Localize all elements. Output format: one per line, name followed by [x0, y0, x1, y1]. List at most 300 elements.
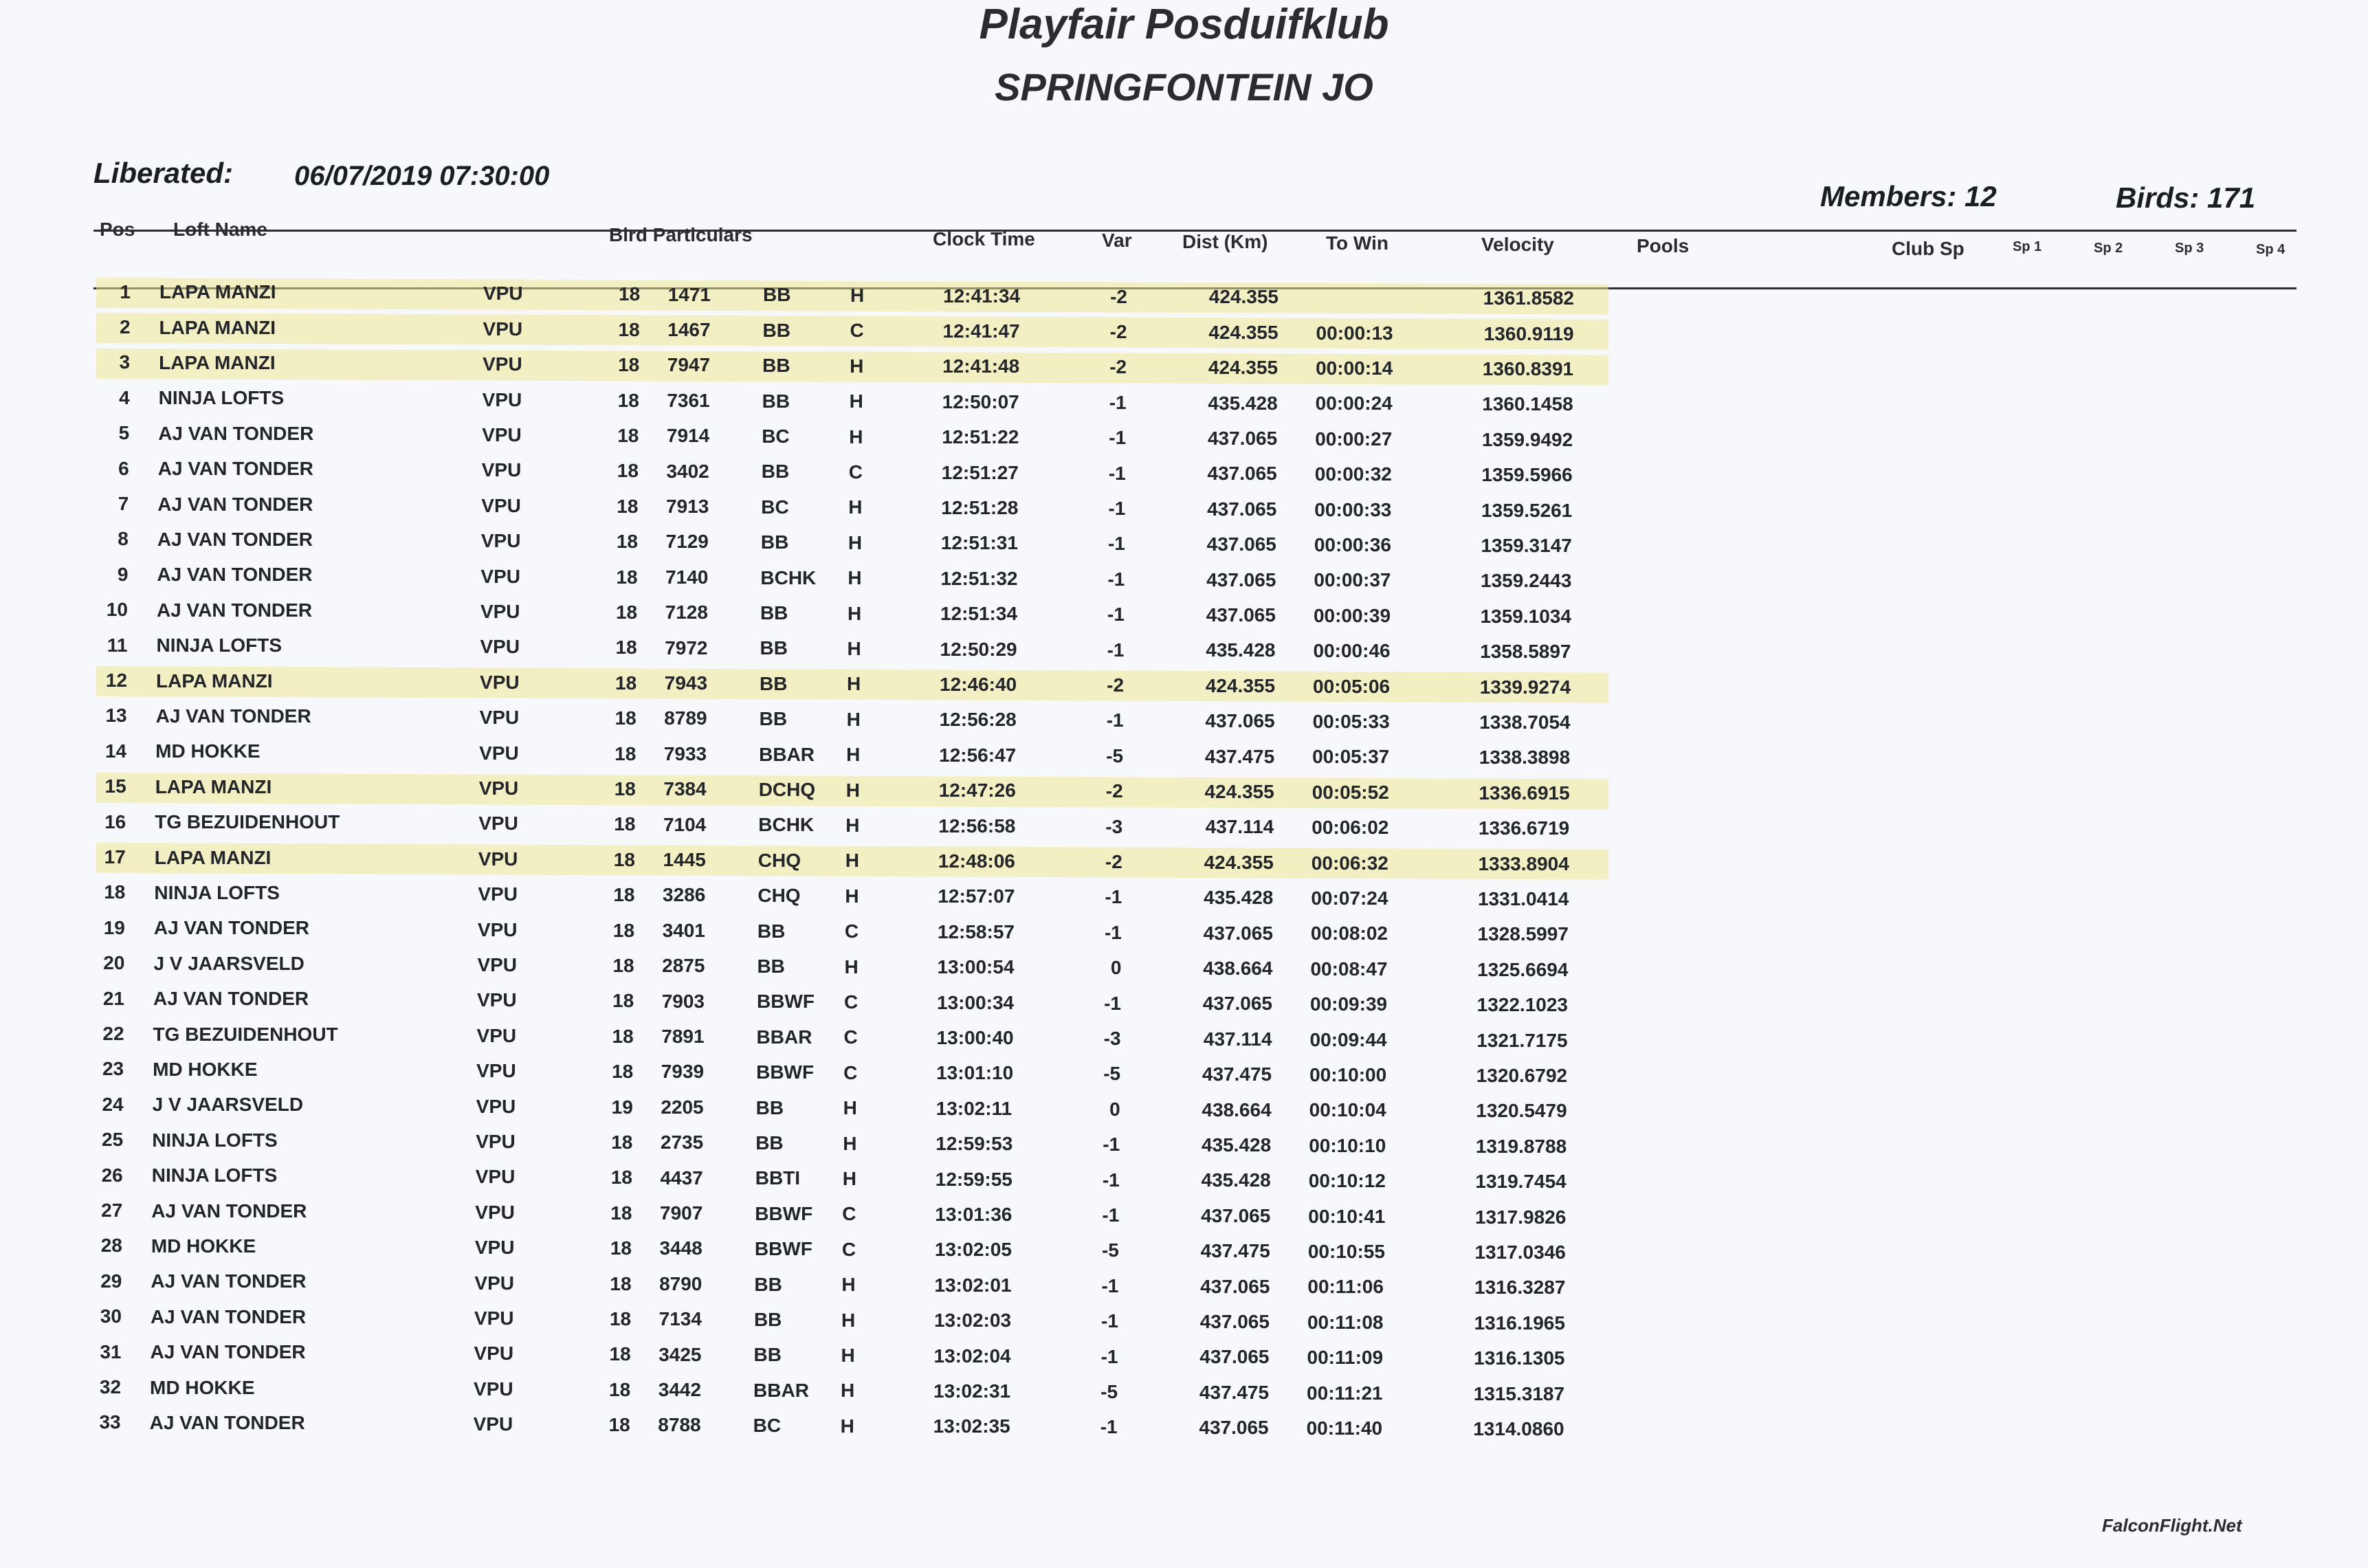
cell-pos: 11	[107, 634, 128, 656]
cell-var: -5	[1101, 1239, 1119, 1261]
cell-dist: 437.065	[1205, 710, 1275, 732]
cell-union: VPU	[480, 530, 521, 552]
cell-ring: 1445	[663, 849, 706, 871]
cell-var: -1	[1100, 1416, 1118, 1438]
liberated-label: Liberated:	[93, 157, 234, 189]
cell-year: 18	[619, 283, 641, 305]
cell-year: 18	[614, 813, 636, 835]
cell-clock: 12:41:48	[942, 355, 1020, 377]
cell-sex: C	[850, 320, 864, 342]
cell-velocity: 1359.5261	[1481, 499, 1573, 521]
table-row	[0, 700, 2368, 735]
cell-pos: 6	[118, 457, 129, 479]
cell-var: -3	[1103, 1028, 1121, 1050]
cell-pos: 9	[117, 563, 129, 585]
cell-towin: 00:05:06	[1313, 675, 1391, 697]
cell-loft: AJ VAN TONDER	[157, 458, 313, 480]
cell-ring: 8790	[659, 1272, 702, 1294]
cell-union: VPU	[478, 848, 518, 870]
cell-loft: LAPA MANZI	[156, 670, 273, 692]
col-header-sp3: Sp 3	[2175, 241, 2204, 256]
cell-dist: 437.065	[1203, 922, 1273, 944]
cell-ring: 7907	[660, 1202, 703, 1224]
cell-velocity: 1322.1023	[1476, 994, 1568, 1016]
cell-loft: NINJA LOFTS	[154, 881, 280, 903]
cell-towin: 00:08:02	[1310, 923, 1388, 945]
cell-sex: C	[842, 1203, 856, 1225]
cell-union: VPU	[480, 565, 520, 587]
cell-clock: 12:57:07	[938, 885, 1015, 907]
cell-dist: 437.065	[1201, 1204, 1271, 1226]
cell-pos: 16	[104, 810, 126, 832]
table-row	[0, 1018, 2368, 1052]
cell-ring: 7939	[661, 1061, 705, 1083]
cell-loft: LAPA MANZI	[159, 351, 276, 373]
cell-year: 18	[610, 1272, 632, 1294]
table-row	[0, 1336, 2368, 1371]
cell-loft: NINJA LOFTS	[158, 387, 285, 409]
cell-sex: H	[848, 496, 863, 518]
cell-towin: 00:00:37	[1314, 569, 1391, 591]
cell-dist: 437.065	[1199, 1346, 1270, 1368]
cell-clock: 12:50:29	[940, 638, 1017, 660]
cell-sex: H	[845, 779, 860, 801]
cell-year: 18	[612, 990, 634, 1012]
cell-dist: 437.475	[1199, 1381, 1270, 1403]
cell-loft: AJ VAN TONDER	[155, 705, 311, 727]
cell-var: -2	[1105, 780, 1123, 802]
cell-dist: 437.065	[1199, 1310, 1270, 1332]
cell-velocity: 1320.6792	[1476, 1065, 1568, 1087]
cell-towin: 00:10:04	[1309, 1099, 1386, 1121]
cell-var: 0	[1110, 957, 1122, 979]
col-header-velocity: Velocity	[1481, 234, 1554, 255]
cell-clock: 12:51:34	[940, 603, 1018, 625]
cell-loft: LAPA MANZI	[154, 846, 272, 868]
cell-pos: 14	[104, 740, 127, 762]
cell-color: BB	[757, 920, 786, 942]
cell-year: 18	[609, 1307, 632, 1329]
cell-towin: 00:06:02	[1312, 817, 1389, 839]
cell-dist: 437.475	[1202, 1063, 1272, 1085]
cell-var: -1	[1102, 1169, 1120, 1191]
cell-velocity: 1361.8582	[1483, 287, 1574, 309]
cell-loft: AJ VAN TONDER	[153, 988, 309, 1010]
cell-var: -1	[1108, 462, 1126, 484]
cell-towin: 00:05:33	[1312, 710, 1390, 732]
cell-towin: 00:09:39	[1310, 993, 1388, 1015]
cell-towin: 00:09:44	[1309, 1028, 1387, 1050]
cell-year: 18	[617, 424, 639, 446]
cell-union: VPU	[483, 353, 522, 375]
cell-year: 18	[615, 742, 637, 764]
cell-velocity: 1320.5479	[1476, 1100, 1567, 1122]
cell-sex: H	[845, 885, 859, 907]
cell-union: VPU	[474, 1237, 515, 1259]
cell-loft: TG BEZUIDENHOUT	[155, 811, 340, 833]
cell-sex: H	[841, 1309, 856, 1331]
cell-velocity: 1317.0346	[1474, 1241, 1566, 1263]
cell-pos: 5	[118, 422, 130, 444]
cell-loft: AJ VAN TONDER	[153, 917, 309, 939]
cell-towin: 00:11:09	[1307, 1347, 1384, 1369]
cell-dist: 437.065	[1207, 463, 1277, 485]
cell-dist: 437.065	[1207, 427, 1278, 449]
cell-loft: AJ VAN TONDER	[151, 1200, 307, 1222]
liberated-value: 06/07/2019 07:30:00	[294, 161, 550, 191]
cell-color: BB	[763, 284, 791, 306]
cell-towin: 00:00:46	[1313, 640, 1391, 662]
cell-velocity: 1316.1305	[1474, 1347, 1565, 1369]
cell-year: 18	[610, 1237, 632, 1259]
cell-ring: 3402	[666, 460, 709, 482]
cell-ring: 8788	[658, 1414, 701, 1436]
cell-velocity: 1359.1034	[1480, 605, 1571, 627]
cell-towin: 00:00:13	[1316, 322, 1393, 344]
table-row	[0, 983, 2368, 1017]
cell-dist: 424.355	[1204, 780, 1274, 802]
cell-year: 18	[611, 1131, 633, 1153]
cell-dist: 437.065	[1200, 1275, 1270, 1297]
cell-ring: 2205	[661, 1096, 704, 1118]
cell-clock: 12:46:40	[940, 673, 1017, 695]
cell-clock: 13:02:35	[933, 1415, 1010, 1437]
cell-ring: 7913	[666, 496, 709, 518]
cell-loft: TG BEZUIDENHOUT	[153, 1023, 338, 1045]
cell-ring: 3425	[659, 1343, 702, 1365]
cell-velocity: 1338.7054	[1479, 711, 1571, 733]
cell-year: 18	[617, 495, 639, 517]
cell-loft: AJ VAN TONDER	[157, 528, 313, 550]
cell-ring: 3448	[659, 1237, 702, 1259]
cell-var: -1	[1109, 427, 1127, 449]
cell-velocity: 1359.3147	[1481, 535, 1572, 557]
cell-color: BB	[762, 319, 790, 341]
cell-ring: 7361	[667, 389, 710, 411]
cell-ring: 2735	[660, 1131, 704, 1153]
cell-towin: 00:10:00	[1309, 1063, 1387, 1085]
cell-dist: 424.355	[1208, 321, 1279, 343]
cell-year: 18	[612, 1025, 634, 1047]
cell-velocity: 1319.8788	[1475, 1135, 1567, 1157]
cell-velocity: 1331.0414	[1477, 888, 1569, 910]
cell-clock: 12:56:58	[938, 815, 1016, 837]
cell-color: BB	[760, 531, 789, 553]
cell-color: BBTI	[755, 1167, 801, 1189]
col-header-pos: Pos	[100, 219, 135, 240]
cell-sex: H	[846, 744, 861, 766]
cell-clock: 12:41:34	[943, 285, 1021, 307]
cell-sex: C	[841, 1238, 856, 1260]
cell-union: VPU	[473, 1413, 513, 1435]
col-header-clock-time: Clock Time	[933, 228, 1035, 250]
cell-dist: 437.065	[1199, 1417, 1269, 1439]
cell-clock: 13:00:40	[936, 1026, 1014, 1048]
table-row	[0, 1195, 2368, 1229]
cell-sex: H	[842, 1167, 856, 1189]
cell-clock: 12:56:47	[939, 744, 1017, 766]
cell-clock: 12:56:28	[939, 709, 1017, 731]
cell-clock: 12:41:47	[942, 320, 1020, 342]
cell-velocity: 1336.6915	[1479, 782, 1570, 804]
cell-sex: H	[845, 814, 860, 836]
col-header-loft-name: Loft Name	[173, 219, 267, 240]
table-row	[0, 418, 2368, 452]
cell-color: BB	[757, 955, 785, 977]
cell-clock: 13:00:34	[937, 991, 1015, 1013]
table-row	[0, 736, 2368, 770]
cell-towin: 00:00:32	[1314, 463, 1392, 485]
cell-color: BCHK	[758, 814, 815, 836]
table-row	[0, 841, 2368, 876]
cell-color: BC	[762, 425, 790, 447]
cell-dist: 435.428	[1208, 392, 1278, 414]
cell-color: DCHQ	[758, 778, 816, 800]
cell-pos: 10	[106, 599, 128, 621]
cell-var: -2	[1105, 851, 1122, 873]
cell-union: VPU	[478, 883, 518, 905]
birds-count: Birds: 171	[2116, 181, 2256, 214]
cell-ring: 3401	[662, 919, 705, 941]
cell-color: BB	[755, 1131, 784, 1153]
cell-dist: 437.114	[1205, 816, 1274, 838]
cell-dist: 435.428	[1204, 887, 1274, 909]
cell-loft: AJ VAN TONDER	[150, 1305, 307, 1327]
cell-dist: 424.355	[1205, 674, 1276, 696]
cell-union: VPU	[474, 1378, 513, 1400]
cell-towin: 00:11:21	[1307, 1382, 1383, 1404]
table-row	[0, 524, 2368, 558]
cell-union: VPU	[474, 1343, 514, 1365]
cell-var: -3	[1105, 815, 1123, 837]
table-row	[0, 1230, 2368, 1265]
cell-ring: 7933	[663, 742, 707, 764]
cell-clock: 12:51:32	[940, 567, 1018, 589]
cell-dist: 435.428	[1201, 1134, 1272, 1156]
table-row	[0, 806, 2368, 841]
cell-var: 0	[1109, 1098, 1120, 1120]
cell-color: BCHK	[760, 566, 817, 588]
cell-var: -1	[1103, 1134, 1120, 1156]
cell-sex: H	[847, 637, 861, 659]
cell-var: -1	[1104, 992, 1121, 1014]
cell-dist: 437.475	[1204, 745, 1275, 767]
table-row	[0, 1089, 2368, 1123]
cell-pos: 22	[102, 1023, 124, 1044]
club-title: Playfair Posduifklub	[979, 1, 1389, 48]
cell-color: BB	[760, 637, 788, 659]
cell-pos: 21	[102, 987, 124, 1009]
cell-sex: H	[850, 284, 865, 306]
cell-pos: 33	[99, 1411, 121, 1433]
cell-sex: H	[841, 1380, 855, 1402]
cell-towin: 00:00:24	[1315, 393, 1393, 415]
table-row	[0, 382, 2368, 417]
table-row	[0, 276, 2368, 311]
cell-towin: 00:11:06	[1307, 1276, 1384, 1298]
cell-towin: 00:10:55	[1307, 1240, 1385, 1262]
cell-sex: H	[849, 426, 863, 448]
table-row	[0, 948, 2368, 982]
cell-union: VPU	[483, 318, 523, 340]
cell-dist: 438.664	[1202, 1098, 1272, 1120]
cell-color: BB	[753, 1344, 782, 1366]
cell-loft: AJ VAN TONDER	[158, 422, 314, 444]
cell-union: VPU	[477, 953, 518, 975]
cell-union: VPU	[474, 1307, 514, 1329]
cell-var: -5	[1100, 1381, 1118, 1403]
cell-velocity: 1319.7454	[1475, 1171, 1567, 1193]
cell-dist: 424.355	[1208, 286, 1279, 308]
cell-ring: 1471	[667, 283, 711, 305]
cell-year: 18	[608, 1414, 630, 1436]
cell-pos: 4	[119, 386, 130, 408]
table-row	[0, 595, 2368, 629]
cell-union: VPU	[481, 459, 522, 481]
cell-pos: 30	[100, 1305, 122, 1327]
cell-sex: H	[845, 850, 860, 872]
table-row	[0, 771, 2368, 806]
cell-pos: 19	[103, 916, 125, 938]
col-header-dist: Dist (Km)	[1182, 231, 1268, 252]
cell-pos: 31	[100, 1340, 122, 1362]
cell-towin: 00:00:39	[1313, 604, 1391, 626]
cell-towin: 00:00:36	[1314, 533, 1391, 555]
cell-sex: C	[848, 461, 863, 483]
cell-clock: 13:02:31	[933, 1380, 1011, 1402]
cell-velocity: 1316.3287	[1474, 1277, 1566, 1299]
cell-year: 18	[615, 601, 638, 623]
cell-union: VPU	[475, 1201, 515, 1223]
cell-pos: 1	[120, 280, 131, 302]
cell-ring: 3442	[658, 1379, 702, 1401]
cell-dist: 437.475	[1200, 1240, 1270, 1262]
cell-towin: 00:00:27	[1315, 428, 1393, 450]
cell-towin: 00:00:33	[1314, 498, 1392, 520]
table-row	[0, 1160, 2368, 1194]
cell-sex: H	[841, 1344, 855, 1366]
footer-brand: FalconFlight.Net	[2102, 1515, 2242, 1536]
cell-ring: 7947	[667, 354, 711, 376]
cell-velocity: 1316.1965	[1474, 1312, 1565, 1334]
cell-velocity: 1338.3898	[1479, 747, 1571, 769]
cell-clock: 12:58:57	[937, 920, 1015, 942]
cell-color: BB	[753, 1308, 782, 1330]
cell-loft: AJ VAN TONDER	[150, 1341, 306, 1363]
col-header-sp1: Sp 1	[2013, 239, 2042, 254]
cell-ring: 7140	[665, 566, 709, 588]
cell-var: -1	[1100, 1345, 1118, 1367]
cell-loft: J V JAARSVELD	[153, 952, 305, 974]
cell-loft: AJ VAN TONDER	[149, 1411, 305, 1433]
race-title: SPRINGFONTEIN JO	[995, 65, 1373, 109]
cell-sex: H	[843, 1132, 857, 1154]
cell-dist: 437.065	[1206, 604, 1276, 626]
cell-velocity: 1314.0860	[1473, 1418, 1564, 1440]
cell-velocity: 1315.3187	[1473, 1382, 1565, 1404]
cell-var: -1	[1102, 1204, 1120, 1226]
cell-velocity: 1360.8391	[1482, 358, 1574, 380]
cell-year: 18	[617, 389, 639, 411]
cell-pos: 25	[102, 1129, 124, 1151]
cell-loft: J V JAARSVELD	[152, 1094, 304, 1116]
cell-union: VPU	[476, 1060, 516, 1082]
cell-ring: 7972	[665, 637, 708, 659]
cell-towin: 00:05:52	[1312, 781, 1389, 803]
cell-towin: 00:05:37	[1312, 746, 1390, 768]
cell-towin: 00:00:14	[1316, 357, 1393, 379]
cell-dist: 437.065	[1206, 533, 1276, 555]
cell-var: -1	[1107, 568, 1125, 590]
cell-union: VPU	[480, 636, 520, 658]
cell-velocity: 1358.5897	[1480, 641, 1571, 663]
cell-pos: 13	[105, 705, 127, 727]
table-row	[0, 877, 2368, 912]
cell-towin: 00:11:08	[1307, 1311, 1384, 1333]
cell-var: -1	[1104, 921, 1122, 943]
cell-velocity: 1360.9119	[1483, 322, 1574, 344]
cell-sex: H	[848, 531, 863, 553]
cell-pos: 18	[104, 881, 126, 903]
cell-year: 18	[612, 954, 634, 976]
cell-year: 18	[614, 777, 636, 799]
cell-union: VPU	[476, 1130, 516, 1152]
cell-color: BBWF	[756, 1061, 815, 1083]
cell-loft: MD HOKKE	[153, 1058, 258, 1080]
cell-union: VPU	[478, 813, 518, 835]
cell-sex: H	[843, 1097, 857, 1119]
cell-color: BB	[759, 708, 788, 730]
cell-pos: 7	[118, 493, 129, 514]
cell-year: 18	[612, 1061, 634, 1083]
cell-loft: LAPA MANZI	[159, 316, 276, 338]
col-header-sp4: Sp 4	[2256, 242, 2286, 257]
cell-clock: 13:01:36	[935, 1203, 1013, 1225]
cell-color: BBWF	[757, 991, 815, 1013]
cell-var: -5	[1106, 744, 1124, 766]
cell-clock: 13:01:10	[936, 1062, 1014, 1084]
cell-color: BBAR	[759, 743, 815, 765]
cell-sex: H	[841, 1274, 856, 1296]
cell-velocity: 1328.5997	[1477, 923, 1569, 945]
cell-clock: 13:02:04	[933, 1345, 1011, 1367]
cell-sex: C	[843, 1061, 858, 1083]
cell-year: 19	[611, 1096, 633, 1118]
cell-velocity: 1359.5966	[1481, 464, 1573, 486]
cell-var: -1	[1101, 1274, 1119, 1296]
cell-year: 18	[609, 1343, 631, 1365]
cell-velocity: 1325.6694	[1477, 958, 1569, 980]
cell-loft: AJ VAN TONDER	[157, 493, 313, 515]
table-row	[0, 1266, 2368, 1300]
col-header-club-sp: Club Sp	[1892, 238, 1965, 259]
cell-sex: C	[844, 991, 859, 1013]
cell-ring: 7891	[661, 1026, 705, 1048]
cell-color: BBWF	[754, 1238, 812, 1260]
table-row	[0, 347, 2368, 382]
cell-color: BB	[755, 1096, 784, 1118]
cell-sex: H	[850, 355, 864, 377]
cell-union: VPU	[482, 388, 522, 410]
cell-union: VPU	[480, 600, 520, 622]
cell-ring: 3286	[663, 884, 706, 906]
cell-loft: NINJA LOFTS	[152, 1129, 278, 1151]
cell-union: VPU	[482, 423, 522, 445]
cell-year: 18	[615, 637, 637, 659]
cell-pos: 29	[100, 1270, 122, 1292]
cell-sex: H	[847, 673, 861, 695]
cell-union: VPU	[477, 918, 518, 940]
